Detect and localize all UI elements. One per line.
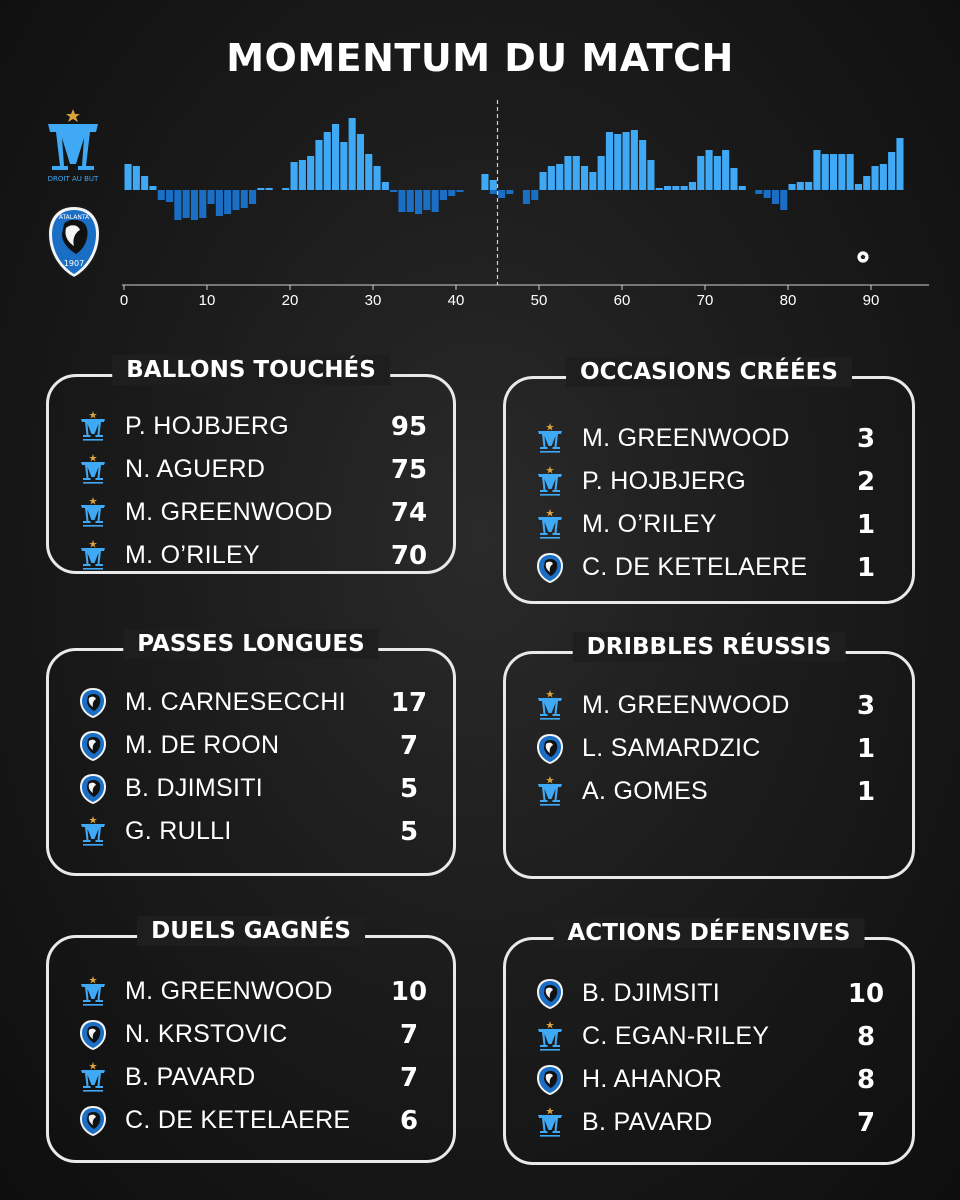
marseille-motto: DROIT AU BUT xyxy=(47,175,99,183)
marseille-crest-icon xyxy=(536,509,564,541)
marseille-crest-icon xyxy=(536,423,564,455)
stat-panel-ballons-touches xyxy=(46,357,456,574)
momentum-bar-h1-35 xyxy=(407,190,414,212)
momentum-bar-h1-29 xyxy=(357,134,364,190)
stat-panel-actions-defensives xyxy=(503,920,915,1165)
momentum-bar-h1-8 xyxy=(183,190,190,218)
momentum-bar-h2-91 xyxy=(872,166,879,190)
stat-row xyxy=(536,1015,896,1058)
momentum-bar-h2-51 xyxy=(540,172,547,190)
x-tick-label: 10 xyxy=(198,292,216,309)
marseille-crest-icon xyxy=(79,411,107,443)
panel-title: BALLONS TOUCHÉS xyxy=(112,355,390,385)
stat-value: 7 xyxy=(399,1019,419,1050)
momentum-bar-h1-26 xyxy=(332,124,339,190)
player-name: A. GOMES xyxy=(582,777,709,805)
x-tick-label: 0 xyxy=(119,292,129,309)
panel-rows xyxy=(536,972,896,1144)
momentum-bar-h1-37 xyxy=(423,190,430,210)
marseille-crest-icon xyxy=(79,1062,107,1094)
marseille-crest-icon xyxy=(536,690,564,722)
marseille-crest-icon xyxy=(536,776,564,808)
player-name: P. HOJBJERG xyxy=(582,467,746,495)
stat-row xyxy=(79,1056,439,1099)
momentum-bar-h1-7 xyxy=(174,190,181,220)
player-name: M. GREENWOOD xyxy=(125,977,333,1005)
stat-value: 95 xyxy=(390,411,428,442)
momentum-bar-h2-59 xyxy=(606,132,613,190)
momentum-bar-h1-22 xyxy=(299,160,306,190)
stat-value: 75 xyxy=(390,454,428,485)
stat-row xyxy=(536,727,896,770)
stat-value: 5 xyxy=(399,816,419,847)
player-name: M. GREENWOOD xyxy=(582,424,790,452)
atalanta-crest-icon xyxy=(79,730,107,762)
x-tick-label: 30 xyxy=(364,292,382,309)
momentum-bar-h1-2 xyxy=(133,166,140,190)
stat-value: 74 xyxy=(390,497,428,528)
stat-row xyxy=(79,491,439,534)
momentum-bar-h1-33 xyxy=(390,190,397,192)
player-name: B. DJIMSITI xyxy=(582,979,721,1007)
atalanta-crest-icon xyxy=(79,773,107,805)
momentum-bar-h1-39 xyxy=(440,190,447,200)
momentum-bar-h2-80 xyxy=(780,190,787,210)
momentum-bar-h2-69 xyxy=(689,182,696,190)
momentum-bar-h2-52 xyxy=(548,166,555,190)
momentum-bar-h1-9 xyxy=(191,190,198,220)
momentum-bar-h2-89 xyxy=(855,184,862,190)
momentum-bar-h2-88 xyxy=(847,154,854,190)
panel-rows xyxy=(536,684,896,813)
player-name: M. GREENWOOD xyxy=(125,498,333,526)
momentum-bar-h2-84 xyxy=(813,150,820,190)
momentum-bar-h2-57 xyxy=(589,172,596,190)
panel-title: OCCASIONS CRÉÉES xyxy=(566,357,852,387)
player-name: M. O’RILEY xyxy=(582,510,717,538)
atalanta-name: ATALANTA xyxy=(58,214,90,221)
x-tick-label: 90 xyxy=(862,292,880,309)
stat-panel-occasions-creees xyxy=(503,359,915,604)
momentum-bar-h1-36 xyxy=(415,190,422,214)
stat-row xyxy=(536,503,896,546)
momentum-bar-h2-60 xyxy=(614,134,621,190)
momentum-bar-h1-13 xyxy=(224,190,231,214)
marseille-crest-icon xyxy=(536,466,564,498)
momentum-bar-h1-5 xyxy=(158,190,165,200)
atalanta-crest-icon xyxy=(536,733,564,765)
stat-row xyxy=(536,1101,896,1144)
stat-value: 3 xyxy=(856,690,876,721)
player-name: C. DE KETELAERE xyxy=(582,553,808,581)
momentum-bar-h2-75 xyxy=(739,186,746,190)
stat-row xyxy=(536,417,896,460)
stat-panel-passes-longues xyxy=(46,631,456,876)
momentum-bar-h1-15 xyxy=(241,190,248,208)
panel-title: PASSES LONGUES xyxy=(123,629,378,659)
momentum-bar-h1-41 xyxy=(457,190,464,192)
stat-panel-dribbles-reussis xyxy=(503,634,915,879)
momentum-bar-h1-40 xyxy=(448,190,455,196)
momentum-bar-h2-72 xyxy=(714,156,721,190)
stat-row xyxy=(79,724,439,767)
momentum-bar-h2-71 xyxy=(706,150,713,190)
atalanta-crest-icon xyxy=(536,978,564,1010)
player-name: L. SAMARDZIC xyxy=(582,734,761,762)
stat-row xyxy=(536,972,896,1015)
stat-row xyxy=(79,448,439,491)
momentum-bar-h1-32 xyxy=(382,182,389,190)
momentum-bar-h1-34 xyxy=(398,190,405,212)
momentum-bar-h2-49 xyxy=(523,190,530,204)
momentum-bar-h2-53 xyxy=(556,164,563,190)
marseille-crest-icon xyxy=(79,497,107,529)
player-name: M. DE ROON xyxy=(125,731,280,759)
marseille-crest-icon xyxy=(79,816,107,848)
momentum-bar-h2-67 xyxy=(672,186,679,190)
momentum-bar-h2-78 xyxy=(764,190,771,198)
momentum-bar-h2-92 xyxy=(880,164,887,190)
momentum-bar-h2-61 xyxy=(623,132,630,190)
stat-value: 7 xyxy=(856,1107,876,1138)
panel-rows xyxy=(536,417,896,589)
momentum-bar-h1-27 xyxy=(340,142,347,190)
momentum-bar-h1-25 xyxy=(324,132,331,190)
momentum-bar-h1-18 xyxy=(266,188,273,190)
momentum-bar-h1-4 xyxy=(149,186,156,190)
stat-value: 1 xyxy=(856,552,876,583)
player-name: M. O’RILEY xyxy=(125,541,260,569)
stat-value: 17 xyxy=(390,687,428,718)
momentum-bar-h2-85 xyxy=(822,154,829,190)
momentum-bar-h1-30 xyxy=(365,154,372,190)
marseille-crest-icon xyxy=(79,540,107,572)
stat-value: 70 xyxy=(390,540,428,571)
momentum-bar-h2-74 xyxy=(730,168,737,190)
x-tick-label: 70 xyxy=(696,292,714,309)
player-name: C. DE KETELAERE xyxy=(125,1106,351,1134)
x-tick-label: 50 xyxy=(530,292,548,309)
stat-row xyxy=(79,767,439,810)
momentum-bar-h1-14 xyxy=(232,190,239,210)
stat-value: 3 xyxy=(856,423,876,454)
panel-title: DUELS GAGNÉS xyxy=(137,916,365,946)
stat-value: 1 xyxy=(856,776,876,807)
momentum-bar-h2-54 xyxy=(564,156,571,190)
panel-rows xyxy=(79,405,439,577)
momentum-bar-h2-62 xyxy=(631,130,638,190)
stat-row xyxy=(79,405,439,448)
player-name: M. CARNESECCHI xyxy=(125,688,346,716)
momentum-bar-h2-56 xyxy=(581,166,588,190)
momentum-bar-h1-17 xyxy=(257,188,264,190)
stat-value: 7 xyxy=(399,1062,419,1093)
marseille-crest-icon xyxy=(79,976,107,1008)
momentum-bar-h2-83 xyxy=(805,182,812,190)
momentum-bar-h2-70 xyxy=(697,156,704,190)
stat-value: 1 xyxy=(856,733,876,764)
player-name: N. KRSTOVIC xyxy=(125,1020,288,1048)
momentum-bar-h1-1 xyxy=(125,164,132,190)
x-tick-label: 60 xyxy=(613,292,631,309)
momentum-bar-h2-68 xyxy=(681,186,688,190)
atalanta-crest-icon xyxy=(79,1105,107,1137)
player-name: M. GREENWOOD xyxy=(582,691,790,719)
panel-title: ACTIONS DÉFENSIVES xyxy=(554,918,865,948)
stat-row xyxy=(536,684,896,727)
marseille-crest-icon xyxy=(536,1107,564,1139)
momentum-bar-h1-21 xyxy=(291,162,298,190)
x-tick-label: 40 xyxy=(447,292,465,309)
momentum-bar-h2-87 xyxy=(838,154,845,190)
stat-value: 7 xyxy=(399,730,419,761)
panel-title: DRIBBLES RÉUSSIS xyxy=(573,632,846,662)
momentum-bar-h2-82 xyxy=(797,182,804,190)
atalanta-year: 1907 xyxy=(63,259,85,268)
momentum-bar-h1-31 xyxy=(374,166,381,190)
momentum-bar-h2-90 xyxy=(863,176,870,190)
momentum-chart xyxy=(0,95,960,320)
x-tick-label: 20 xyxy=(281,292,299,309)
stat-row xyxy=(79,1013,439,1056)
stat-panel-duels-gagnes xyxy=(46,918,456,1163)
page-title: MOMENTUM DU MATCH xyxy=(226,36,734,80)
stat-value: 6 xyxy=(399,1105,419,1136)
stat-value: 8 xyxy=(856,1064,876,1095)
player-name: C. EGAN-RILEY xyxy=(582,1022,770,1050)
player-name: B. DJIMSITI xyxy=(125,774,264,802)
stat-value: 1 xyxy=(856,509,876,540)
stat-row xyxy=(536,770,896,813)
momentum-bar-h1-12 xyxy=(216,190,223,216)
stat-value: 10 xyxy=(390,976,428,1007)
stat-row xyxy=(79,810,439,853)
player-name: N. AGUERD xyxy=(125,455,266,483)
stat-row xyxy=(79,681,439,724)
stat-row xyxy=(536,1058,896,1101)
momentum-bar-h1-20 xyxy=(282,188,289,190)
stat-row xyxy=(79,534,439,577)
momentum-bar-h1-28 xyxy=(349,118,356,190)
momentum-bar-h1-24 xyxy=(315,140,322,190)
stat-row xyxy=(79,1099,439,1142)
marseille-crest-icon xyxy=(536,1021,564,1053)
player-name: P. HOJBJERG xyxy=(125,412,289,440)
momentum-bar-h2-47 xyxy=(506,190,513,194)
momentum-bar-h1-38 xyxy=(432,190,439,212)
momentum-bar-h1-10 xyxy=(199,190,206,218)
momentum-bar-h1-3 xyxy=(141,176,148,190)
atalanta-crest-icon xyxy=(536,552,564,584)
marseille-crest-icon xyxy=(79,454,107,486)
momentum-bar-h1-6 xyxy=(166,190,173,202)
player-name: B. PAVARD xyxy=(582,1108,713,1136)
momentum-bar-h2-94 xyxy=(896,138,903,190)
momentum-bar-h2-63 xyxy=(639,140,646,190)
momentum-bar-h2-77 xyxy=(755,190,762,194)
atalanta-crest-icon xyxy=(79,687,107,719)
stat-value: 5 xyxy=(399,773,419,804)
x-tick-label: 80 xyxy=(779,292,797,309)
momentum-bar-h2-79 xyxy=(772,190,779,204)
momentum-bar-h1-23 xyxy=(307,156,314,190)
stat-row xyxy=(536,546,896,589)
stat-row xyxy=(79,970,439,1013)
stat-value: 10 xyxy=(847,978,885,1009)
panel-rows xyxy=(79,970,439,1142)
momentum-bar-h2-64 xyxy=(647,160,654,190)
momentum-bar-h2-66 xyxy=(664,186,671,190)
atalanta-crest-icon xyxy=(536,1064,564,1096)
atalanta-crest-icon xyxy=(79,1019,107,1051)
stat-value: 2 xyxy=(856,466,876,497)
momentum-bar-h2-58 xyxy=(598,156,605,190)
goal-ball-icon xyxy=(857,251,869,263)
momentum-bar-h1-45 xyxy=(490,180,497,190)
momentum-bar-h2-50 xyxy=(531,190,538,200)
panel-rows xyxy=(79,681,439,853)
player-name: G. RULLI xyxy=(125,817,232,845)
momentum-bar-h2-93 xyxy=(888,152,895,190)
momentum-bar-h2-55 xyxy=(573,156,580,190)
stat-value: 8 xyxy=(856,1021,876,1052)
player-name: H. AHANOR xyxy=(582,1065,723,1093)
player-name: B. PAVARD xyxy=(125,1063,256,1091)
momentum-bar-h2-73 xyxy=(722,150,729,190)
momentum-bar-h2-45 xyxy=(490,190,497,194)
momentum-bar-h2-46 xyxy=(498,190,505,198)
momentum-bar-h1-44 xyxy=(481,174,488,190)
momentum-bar-h2-81 xyxy=(789,184,796,190)
momentum-bar-h1-16 xyxy=(249,190,256,204)
momentum-bar-h2-86 xyxy=(830,154,837,190)
stat-row xyxy=(536,460,896,503)
momentum-bar-h1-11 xyxy=(208,190,215,204)
momentum-bar-h2-65 xyxy=(656,188,663,190)
